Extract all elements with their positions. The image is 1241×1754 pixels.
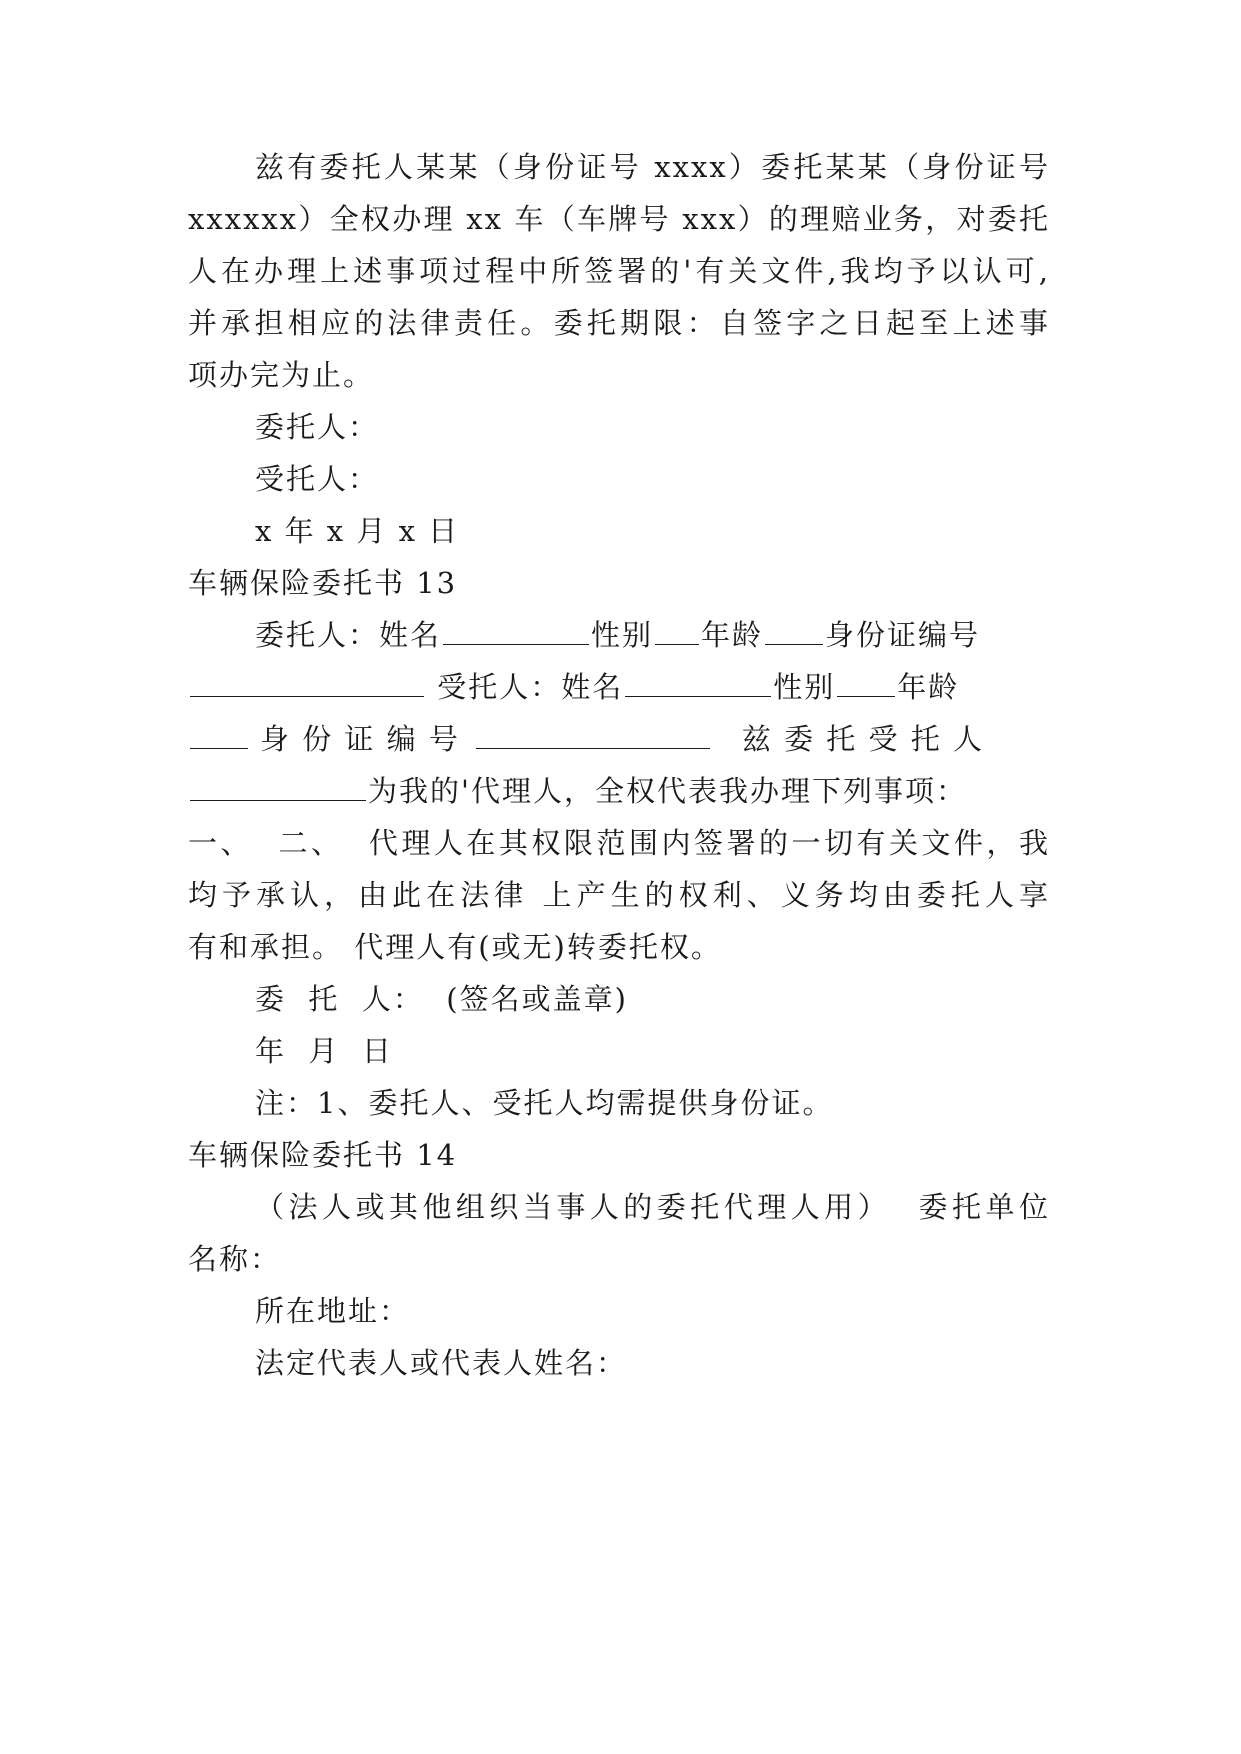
section-heading: 车辆保险委托书 13 <box>188 566 458 600</box>
id-number-label: 身 份 证 编 号 <box>260 722 460 756</box>
age-label: 年龄 <box>897 670 960 704</box>
delegate-text: 为我的'代理人，全权代表我办理下列事项： <box>368 774 967 808</box>
paragraph-line: 一、 二、 代理人在其权限范围内签署的一切有关文件，我 <box>188 826 1050 860</box>
gender-label: 性别 <box>773 670 836 704</box>
client-name-label: 委托人：姓名 <box>255 618 442 652</box>
age-label: 年龄 <box>701 618 764 652</box>
date-line: x 年 x 月 x 日 <box>255 514 460 548</box>
paragraph-line: xxxxxx）全权办理 xx 车（车牌号 xxx）的理赔业务，对委托 <box>188 202 1050 236</box>
agent-name-label: 受托人：姓名 <box>437 670 624 704</box>
section-heading: 车辆保险委托书 14 <box>188 1138 458 1172</box>
name-blank <box>625 670 771 697</box>
age-blank <box>190 722 248 749</box>
form-line-agent <box>188 658 959 716</box>
gender-blank <box>837 670 895 697</box>
client-label: 委托人： <box>255 410 380 444</box>
id-number-blank <box>476 722 710 749</box>
gender-blank <box>655 618 699 645</box>
paragraph-line: 并承担相应的法律责任。委托期限：自签字之日起至上述事 <box>188 306 1050 340</box>
signature-line: 委 托 人： (签名或盖章) <box>255 982 628 1016</box>
paragraph-line: 人在办理上述事项过程中所签署的'有关文件,我均予以认可, <box>188 254 1050 288</box>
form-line-id <box>188 710 984 768</box>
form-line-delegate <box>188 762 967 820</box>
paragraph-line: 项办完为止。 <box>188 358 375 392</box>
form-line-client <box>255 606 980 664</box>
id-number-blank <box>190 670 424 697</box>
date-line: 年 月 日 <box>255 1034 393 1068</box>
note-line: 注：1、委托人、受托人均需提供身份证。 <box>255 1086 834 1120</box>
paragraph-line: 有和承担。 代理人有(或无)转委托权。 <box>188 930 722 964</box>
name-blank <box>443 618 589 645</box>
id-number-label: 身份证编号 <box>825 618 981 652</box>
legal-rep-label: 法定代表人或代表人姓名： <box>255 1346 628 1380</box>
paragraph-line: 均予承认，由此在法律 上产生的权利、义务均由委托人享 <box>188 878 1050 912</box>
age-blank <box>765 618 823 645</box>
gender-label: 性别 <box>591 618 654 652</box>
entrust-label: 兹 委 托 受 托 人 <box>741 722 984 756</box>
unit-name-label: 名称： <box>188 1242 282 1276</box>
address-label: 所在地址： <box>255 1294 411 1328</box>
paragraph-line: （法人或其他组织当事人的委托代理人用） 委托单位 <box>255 1190 1050 1224</box>
agent-label: 受托人： <box>255 462 380 496</box>
agent-blank <box>190 774 366 801</box>
paragraph-line: 兹有委托人某某（身份证号 xxxx）委托某某（身份证号 <box>255 150 1050 184</box>
